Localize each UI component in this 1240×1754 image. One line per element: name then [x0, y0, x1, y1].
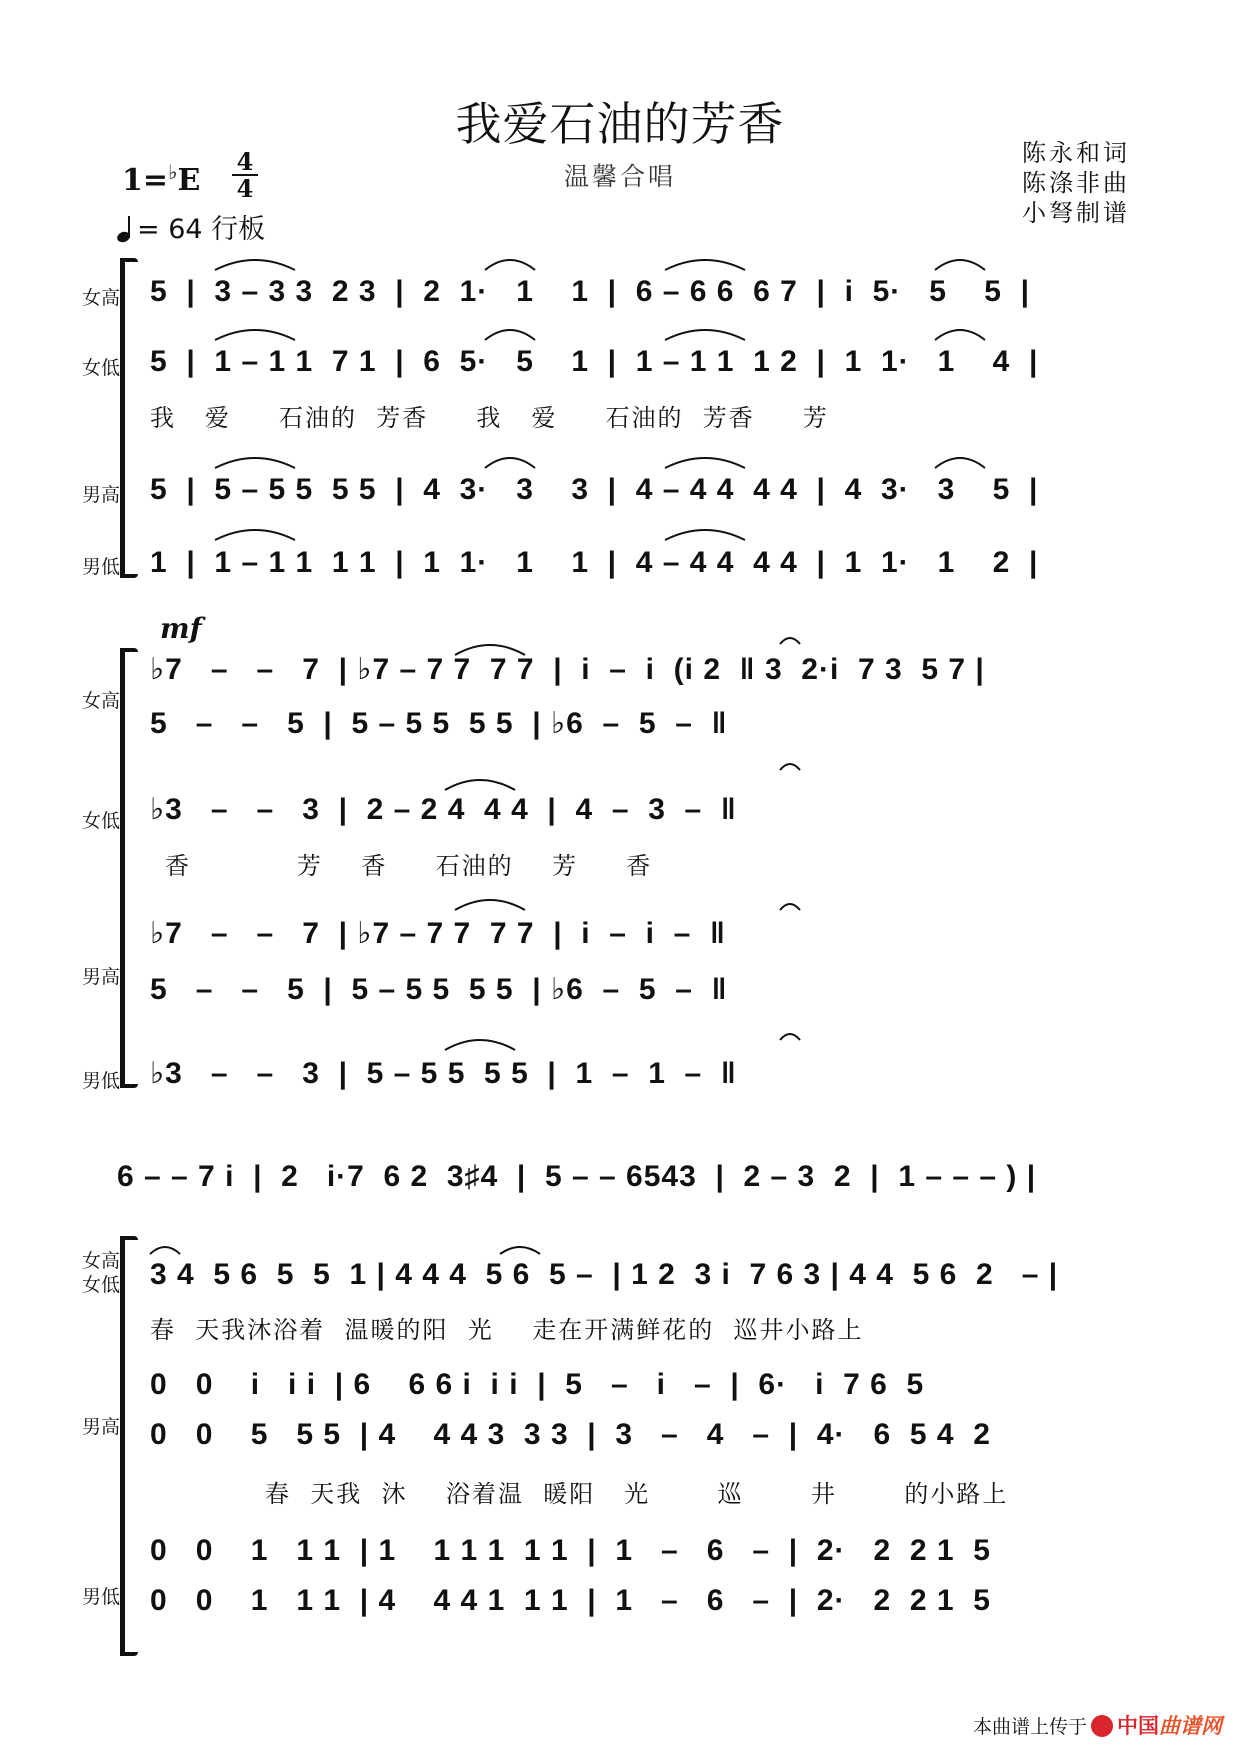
fermata-icon — [780, 904, 800, 910]
staff-interlude: 6 – – 7 i | 2 i·7 6 2 3♯4 | 5 – – 6543 | 2 – 3 2 | 1 – – – ) | — [117, 1160, 1037, 1193]
staff-alto-upper: 5 – – 5 | 5 – 5 5 5 5 | ♭6 – 5 – ‖ — [150, 707, 728, 740]
slur — [665, 260, 745, 270]
staff-tenor-upper: 0 0 i i i | 6 6 6 i i i | 5 – i – | 6· i 7 6 5 — [150, 1368, 925, 1401]
fermata-icon — [780, 1034, 800, 1040]
staff-bass: 1 | 1 – 1 1 1 1 | 1 1· 1 1 | 4 – 4 4 4 4 | 1 1· 1 2 | — [150, 546, 1039, 579]
lyrics-line: 春 天我 沐 浴着温 暖阳 光 巡 井 的小路上 — [265, 1480, 1009, 1508]
dynamic-marking: mf — [160, 612, 202, 645]
slur — [215, 530, 295, 540]
part-label-alto: 女低 — [81, 357, 120, 379]
slur — [935, 330, 985, 340]
source-footer: 本曲谱上传于 中国曲谱网 — [972, 1714, 1222, 1738]
staff-bass: ♭3 – – 3 | 5 – 5 5 5 5 | 1 – 1 – ‖ — [150, 1057, 737, 1090]
part-label-soprano: 女高 — [81, 690, 120, 712]
slur — [150, 1247, 180, 1254]
staff-bass-upper: 0 0 1 1 1 | 1 1 1 1 1 1 | 1 – 6 – | 2· 2 2 1 5 — [150, 1534, 991, 1567]
staff-bass-lower: 0 0 1 1 1 | 4 4 4 1 1 1 | 1 – 6 – | 2· 2 2 1 5 — [150, 1584, 991, 1617]
staff-tenor-lower: 5 – – 5 | 5 – 5 5 5 5 | ♭6 – 5 – ‖ — [150, 973, 728, 1006]
staff-soprano: ♭7 – – 7 | ♭7 – 7 7 7 7 | i – i (i 2 ‖ 3 2·i 7 3 5 7 | — [150, 653, 985, 686]
part-label-bass: 男低 — [81, 1586, 120, 1608]
slur — [500, 1247, 540, 1254]
slur — [215, 330, 295, 340]
slur — [485, 330, 535, 340]
fermata-icon — [780, 638, 800, 644]
part-label-alto: 女低 — [81, 810, 120, 832]
slur — [935, 260, 985, 270]
slur — [215, 260, 295, 270]
staff-tenor: 5 | 5 – 5 5 5 5 | 4 3· 3 3 | 4 – 4 4 4 4 | 4 3· 3 5 | — [150, 473, 1039, 506]
lyrics-line: 香 芳 香 石油的 芳 香 — [165, 852, 653, 880]
song-subtitle: 温馨合唱 — [563, 162, 676, 191]
slur — [665, 330, 745, 340]
fermata-icon — [780, 764, 800, 770]
lyricist-credit: 陈永和词 — [1022, 139, 1130, 167]
slur — [455, 645, 525, 655]
slur — [445, 1040, 515, 1050]
staff-tenor-upper: ♭7 – – 7 | ♭7 – 7 7 7 7 | i – i – ‖ — [150, 917, 726, 950]
lyrics-line: 春 天我沐浴着 温暖的阳 光 走在开满鲜花的 巡井小路上 — [150, 1316, 864, 1344]
slur — [445, 780, 515, 790]
staff-tenor-lower: 0 0 5 5 5 | 4 4 4 3 3 3 | 3 – 4 – | 4· 6 5 4 2 — [150, 1418, 991, 1451]
slur — [485, 458, 535, 468]
composer-credit: 陈涤非曲 — [1022, 169, 1130, 197]
site-logo-icon — [1091, 1715, 1113, 1737]
part-label-tenor: 男高 — [81, 484, 120, 506]
staff-women: 3 4 5 6 5 5 1 | 4 4 4 5 6 5 – | 1 2 3 i 7 6 3 | 4 4 5 6 2 – | — [150, 1258, 1059, 1291]
staff-alto: 5 | 1 – 1 1 7 1 | 6 5· 5 1 | 1 – 1 1 1 2 | 1 1· 1 4 | — [150, 345, 1039, 378]
transcriber-credit: 小弩制谱 — [1022, 199, 1130, 227]
time-signature: 4 4 — [232, 150, 258, 200]
slur — [455, 900, 525, 910]
song-title: 我爱石油的芳香 — [455, 97, 785, 151]
part-label-soprano: 女高 — [81, 1250, 120, 1272]
lyrics-line: 我 爱 石油的 芳香 我 爱 石油的 芳香 芳 — [150, 404, 829, 432]
slur — [215, 458, 295, 468]
tempo-marking: = 64 行板 — [117, 207, 265, 246]
slur — [485, 260, 535, 270]
staff-alto: ♭3 – – 3 | 2 – 2 4 4 4 | 4 – 3 – ‖ — [150, 793, 737, 826]
part-label-alto: 女低 — [81, 1274, 120, 1296]
key-signature: 1=♭E — [122, 160, 201, 198]
part-label-soprano: 女高 — [81, 287, 120, 309]
part-label-tenor: 男高 — [81, 966, 120, 988]
part-label-tenor: 男高 — [81, 1416, 120, 1438]
slur — [665, 530, 745, 540]
staff-soprano: 5 | 3 – 3 3 2 3 | 2 1· 1 1 | 6 – 6 6 6 7 | i 5· 5 5 | — [150, 275, 1031, 308]
slur — [665, 458, 745, 468]
slur — [935, 458, 985, 468]
part-label-bass: 男低 — [81, 556, 120, 578]
part-label-bass: 男低 — [81, 1070, 120, 1092]
